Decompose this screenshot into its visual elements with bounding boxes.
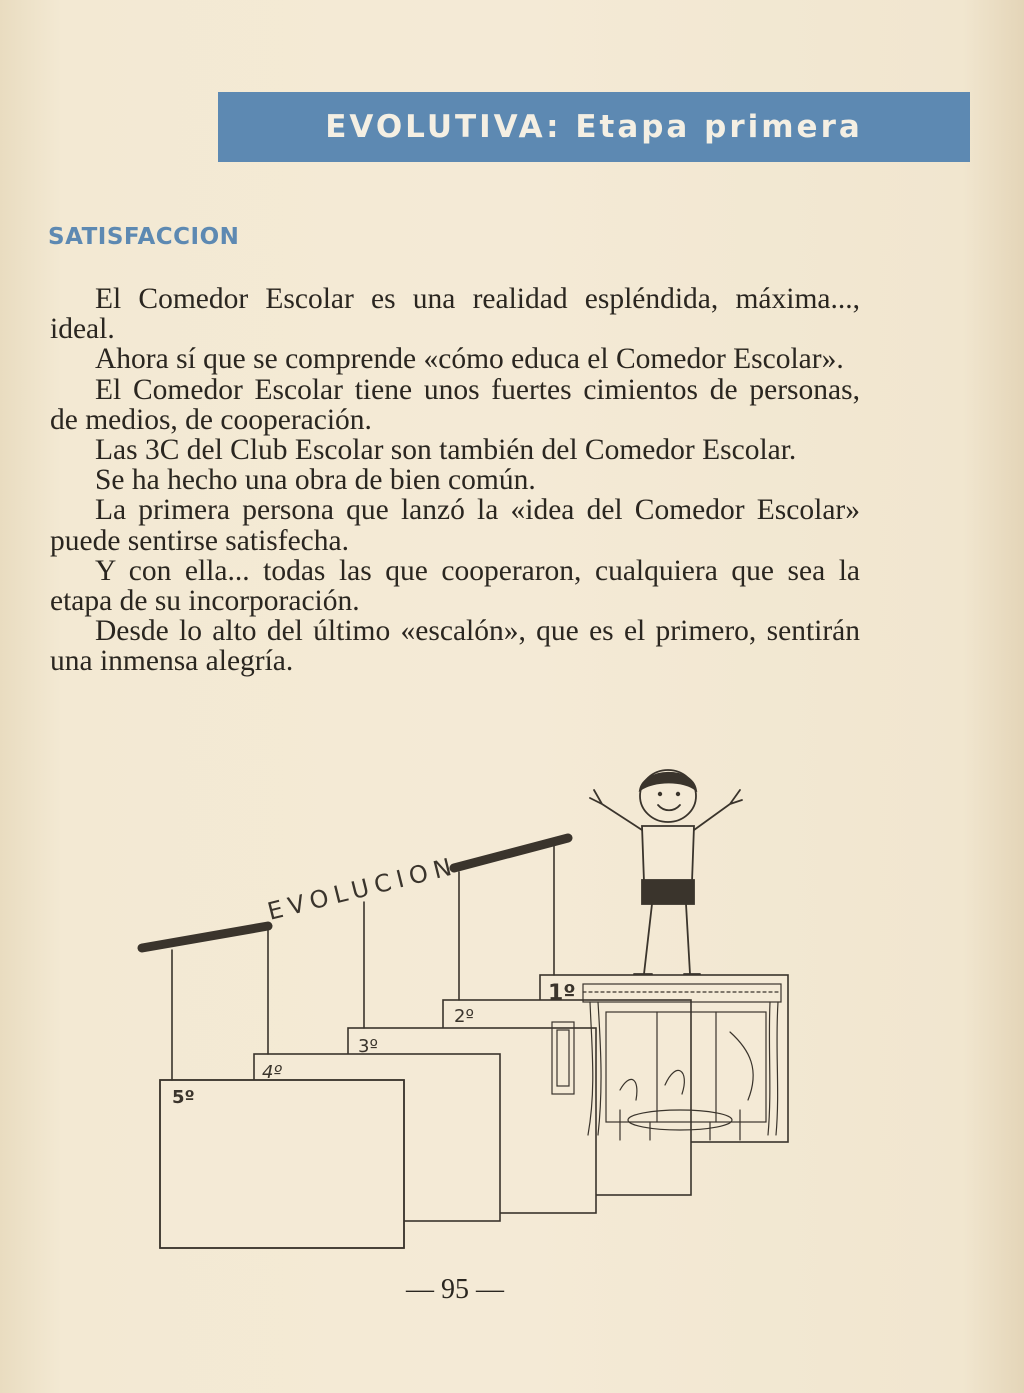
evolution-stairs-illustration	[120, 760, 820, 1260]
paragraph: La primera persona que lanzó la «idea del Comedor Escolar» puede sentirse satisfecha.	[50, 494, 860, 557]
paragraph: Se ha hecho una obra de bien común.	[95, 464, 536, 497]
body-text	[50, 284, 860, 677]
step-label-5: 5º	[172, 1087, 195, 1108]
step-label-4: 4º	[262, 1062, 282, 1083]
evolution-banner-text: EVOLUCION	[264, 851, 461, 926]
paragraph: El Comedor Escolar tiene unos fuertes cimientos de personas, de medios, de cooperación.	[50, 373, 860, 436]
page-number: — 95 —	[406, 1274, 504, 1305]
paragraph: Desde lo alto del último «escalón», que es el primero, sentirán una inmensa alegría.	[50, 615, 860, 678]
section-title: SATISFACCION	[48, 224, 240, 250]
chapter-header-banner	[218, 92, 970, 162]
boy-figure	[590, 770, 742, 974]
step-5-box	[160, 1080, 404, 1248]
step-label-3: 3º	[358, 1036, 378, 1057]
chapter-title: EVOLUTIVA: Etapa primera	[325, 109, 863, 145]
paragraph: El Comedor Escolar es una realidad espléndida, máxima..., ideal.	[50, 283, 860, 346]
paragraph: Ahora sí que se comprende «cómo educa el Comedor Escolar».	[95, 343, 844, 376]
step-label-2: 2º	[454, 1006, 474, 1027]
paragraph: Las 3C del Club Escolar son también del Comedor Escolar.	[95, 434, 797, 467]
step-label-1: 1º	[548, 981, 576, 1006]
paragraph: Y con ella... todas las que cooperaron, cualquiera que sea la etapa de su incorporación.	[50, 554, 860, 618]
